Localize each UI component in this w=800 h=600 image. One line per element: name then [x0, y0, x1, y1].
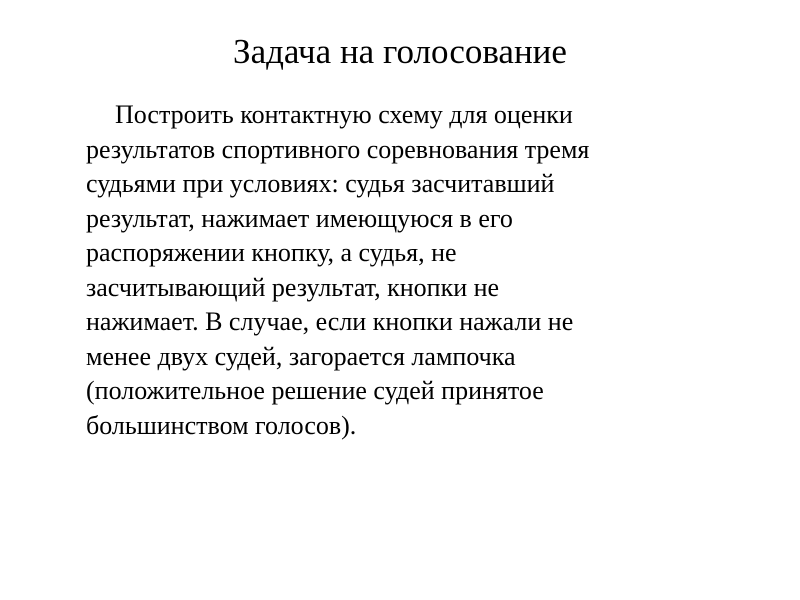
task-text-line: результатов спортивного соревнования тремя	[86, 134, 590, 164]
task-text-line: засчитывающий результат, кнопки не	[86, 272, 500, 302]
task-text-line: распоряжении кнопку, а судья, не	[86, 238, 457, 267]
task-text-line: (положительное решение судей принятое	[86, 376, 544, 405]
task-text-line: судьями при условиях: судья засчитавший	[86, 169, 555, 198]
slide-title: Задача на голосование	[233, 32, 567, 71]
task-text-line: большинством голосов).	[86, 410, 357, 440]
task-text-line: нажимает. В случае, если кнопки нажали не	[86, 307, 574, 336]
task-description	[86, 98, 736, 443]
task-text-line: Построить контактную схему для оценки	[115, 100, 573, 129]
task-text-line: менее двух судей, загорается лампочка	[86, 341, 516, 371]
task-text-line: результат, нажимает имеющуюся в его	[86, 203, 513, 233]
